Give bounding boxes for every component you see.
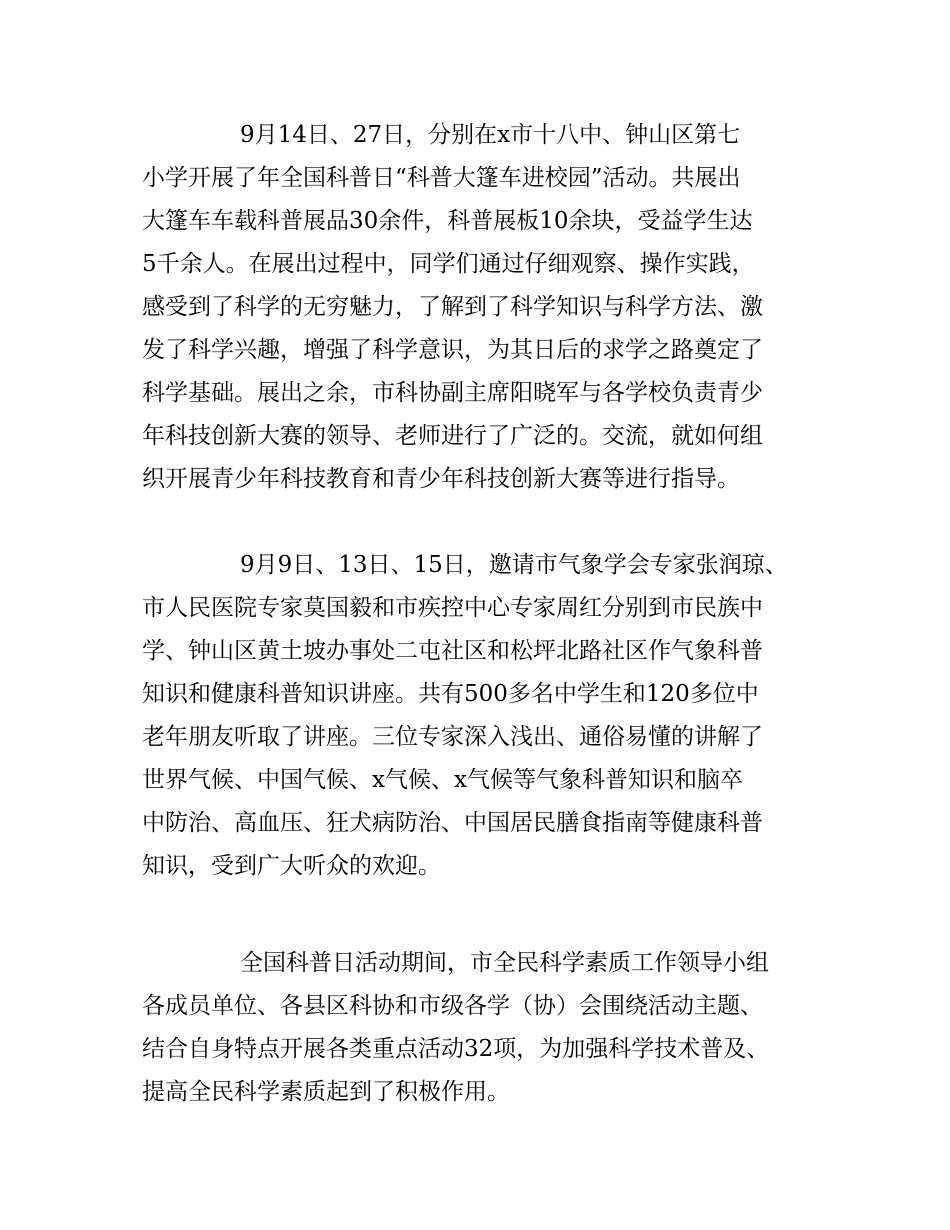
text-line: 织开展青少年科技教育和青少年科技创新大赛等进行指导。: [142, 466, 740, 492]
text-line: 提高全民科学素质起到了积极作用。: [142, 1079, 510, 1105]
text-line: 小学开展了年全国科普日“科普大篷车进校园”活动。共展出: [142, 165, 741, 191]
paragraph-expert-lectures: [142, 544, 822, 888]
text-line: 9月9日、13日、15日，邀请市气象学会专家张润琼、: [240, 552, 788, 578]
text-line: 9月14日、27日，分别在x市十八中、钟山区第七: [240, 122, 741, 148]
text-line: 市人民医院专家莫国毅和市疾控中心专家周红分别到市民族中: [142, 595, 763, 621]
text-line: 知识和健康科普知识讲座。共有500多名中学生和120多位中: [142, 681, 759, 707]
text-line: 感受到了科学的无穷魅力，了解到了科学知识与科学方法、激: [142, 294, 763, 320]
text-line: 世界气候、中国气候、x气候、x气候等气象科普知识和脑卒: [142, 767, 743, 793]
text-line: 全国科普日活动期间，市全民科学素质工作领导小组: [240, 950, 769, 976]
paragraph-science-bus: [142, 114, 822, 501]
text-line: 发了科学兴趣，增强了科学意识，为其日后的求学之路奠定了: [142, 337, 763, 363]
paragraph-activity-summary: [142, 942, 822, 1114]
text-line: 科学基础。展出之余，市科协副主席阳晓军与各学校负责青少: [142, 380, 763, 406]
text-line: 结合自身特点开展各类重点活动32项，为加强科学技术普及、: [142, 1036, 770, 1062]
text-line: 老年朋友听取了讲座。三位专家深入浅出、通俗易懂的讲解了: [142, 724, 763, 750]
text-line: 中防治、高血压、狂犬病防治、中国居民膳食指南等健康科普: [142, 810, 763, 836]
text-line: 年科技创新大赛的领导、老师进行了广泛的。交流，就如何组: [142, 423, 763, 449]
text-line: 知识，受到广大听众的欢迎。: [142, 853, 441, 879]
text-line: 5千余人。在展出过程中，同学们通过仔细观察、操作实践，: [142, 251, 755, 277]
text-line: 学、钟山区黄土坡办事处二屯社区和松坪北路社区作气象科普: [142, 638, 763, 664]
text-line: 各成员单位、各县区科协和市级各学（协）会围绕活动主题、: [142, 993, 763, 1019]
text-line: 大篷车车载科普展品30余件，科普展板10余块，受益学生达: [142, 208, 753, 234]
